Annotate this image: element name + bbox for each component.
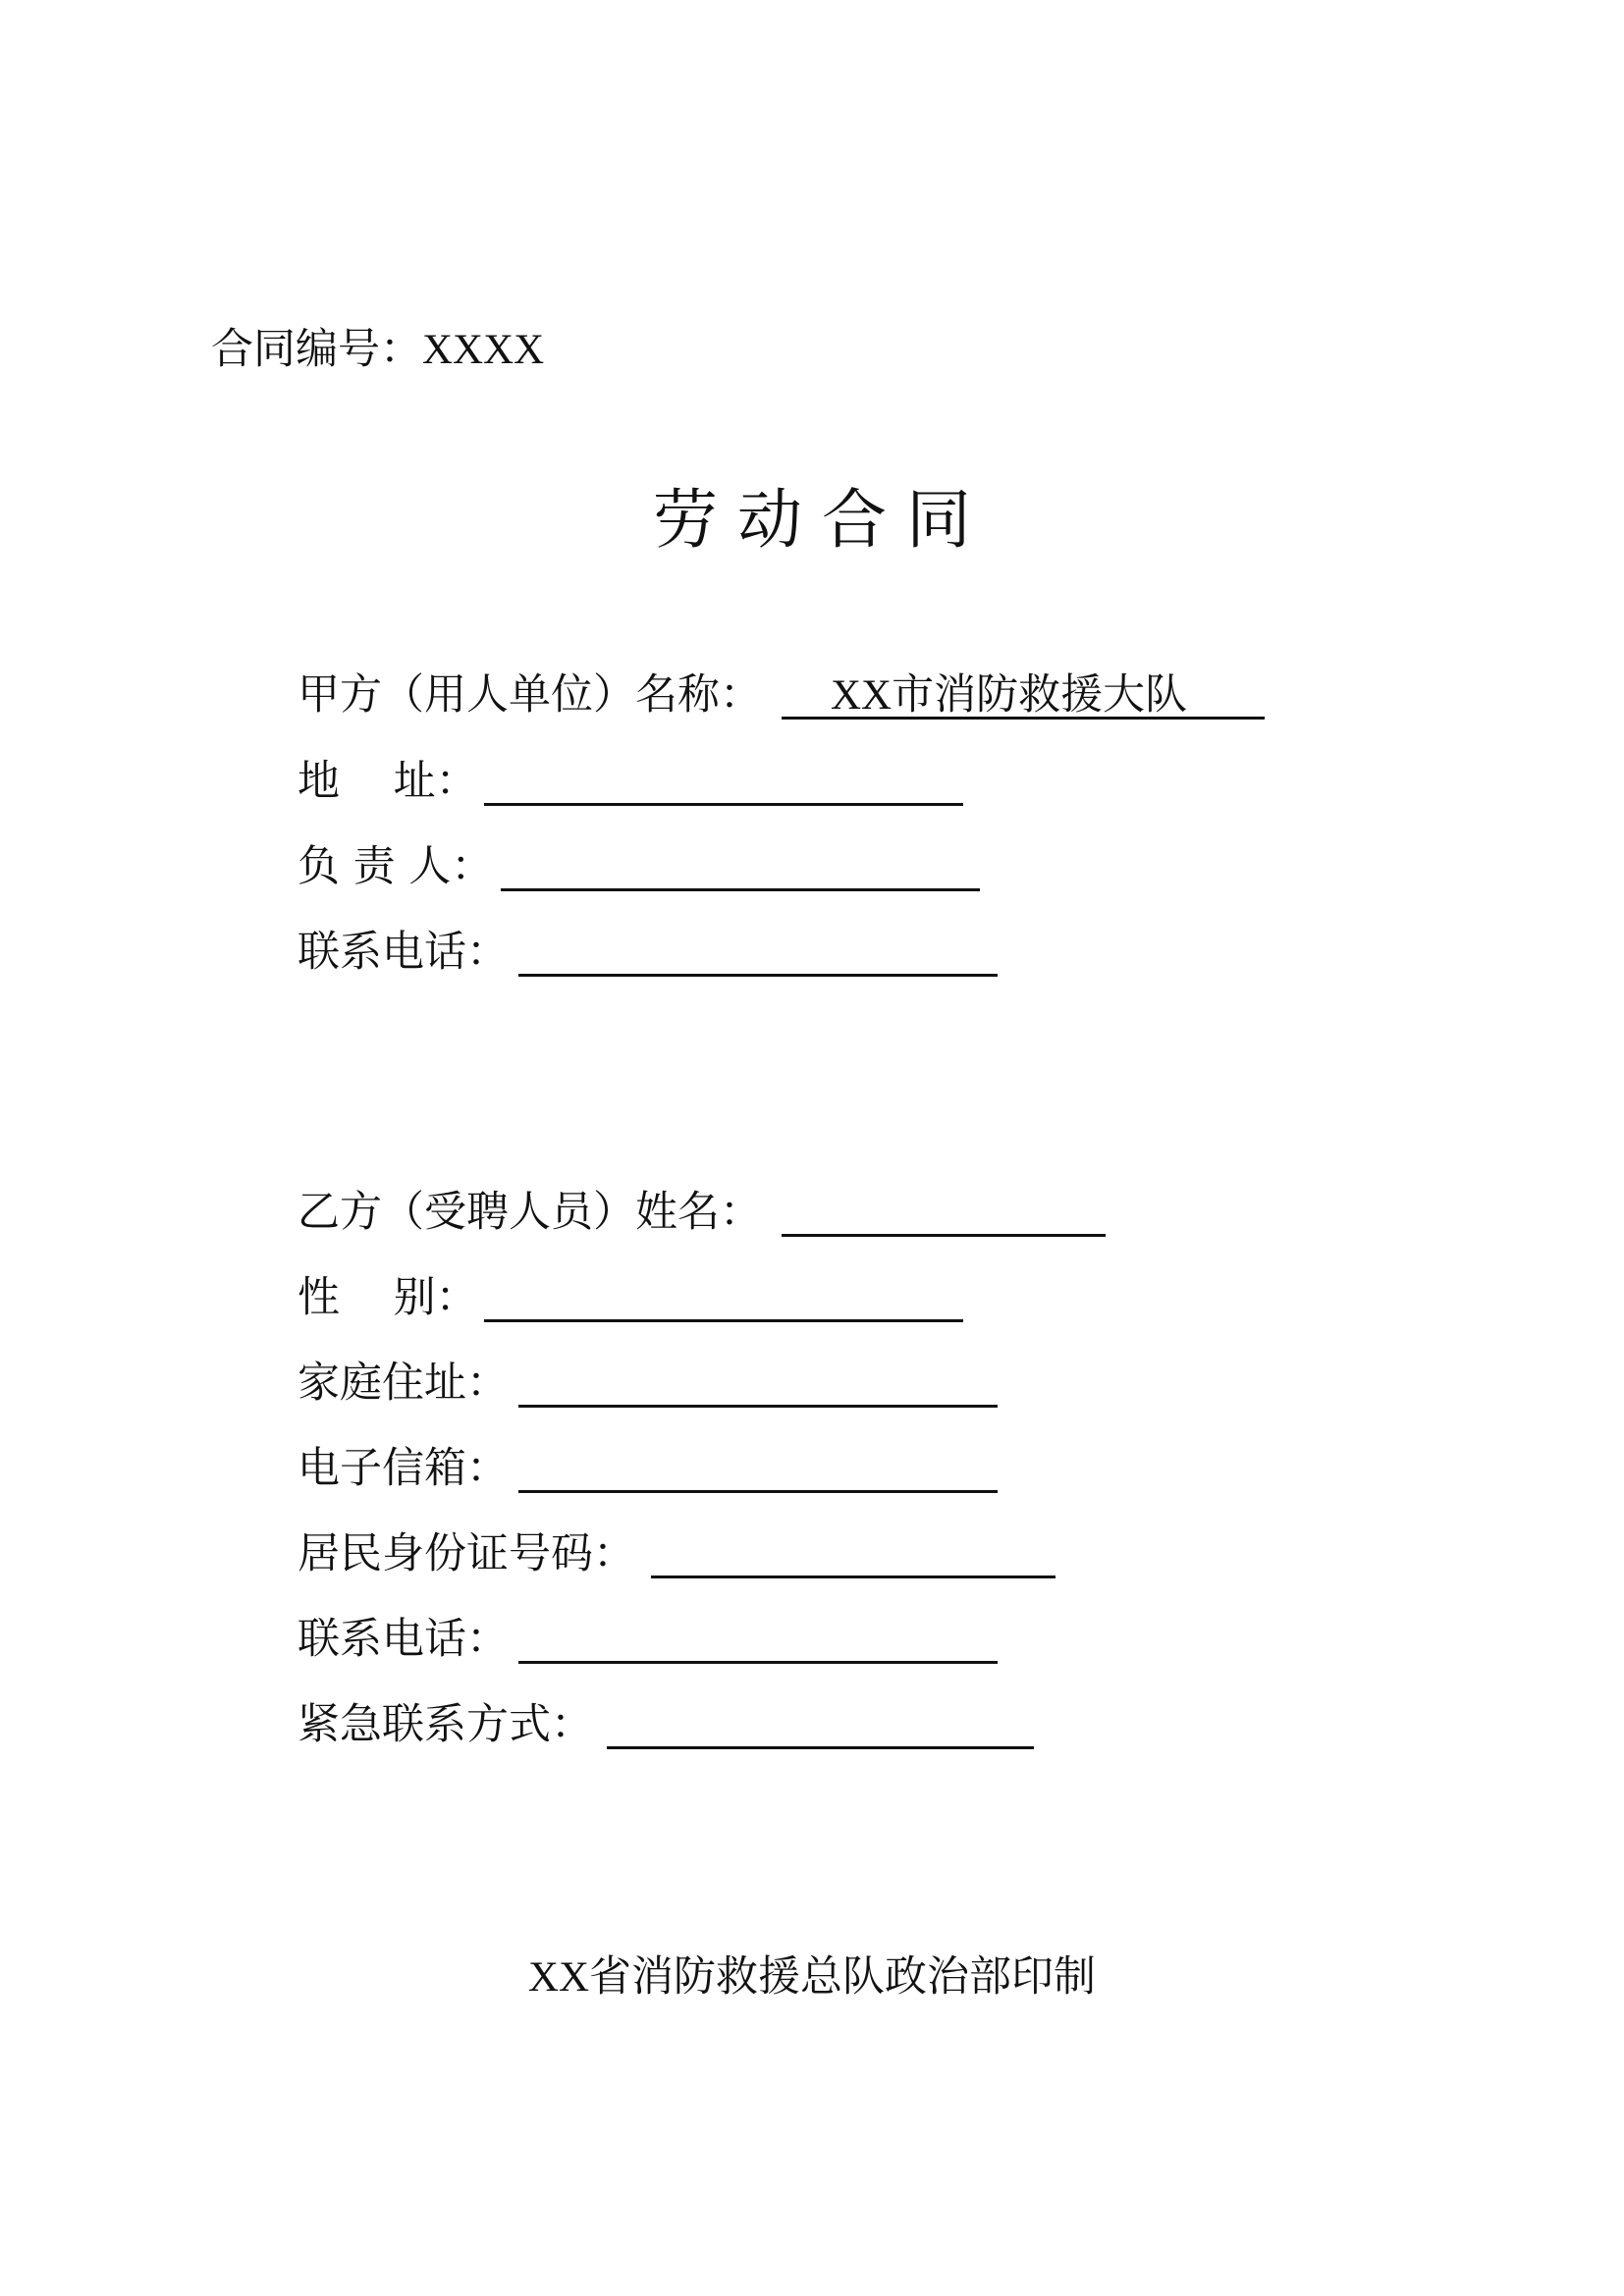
party-a-name-row <box>298 666 1279 724</box>
party-b-name-label: 乙方（受聘人员）姓名： <box>298 1188 762 1237</box>
party-b-phone-row <box>298 1610 1279 1669</box>
party-a-address-row <box>298 752 1279 811</box>
party-a-responsible-underline <box>501 888 980 891</box>
party-a-phone-row <box>298 923 1279 982</box>
party-b-emergency-contact-underline <box>607 1746 1034 1749</box>
party-a-phone-label: 联系电话： <box>298 928 509 977</box>
party-b-phone-underline <box>518 1661 998 1664</box>
party-a-phone-underline <box>518 974 998 977</box>
contract-number <box>211 320 544 380</box>
party-a-address-underline <box>484 803 963 806</box>
issuer-name: 省消防救援总队政治部印制 <box>589 1952 1097 2002</box>
party-a-name-underline <box>782 717 1265 720</box>
party-b-phone-label: 联系电话： <box>298 1615 509 1664</box>
party-a-address-label: 地 址： <box>298 757 478 806</box>
party-a-name-label: 甲方（用人单位）名称： <box>298 670 762 720</box>
party-b-email-label: 电子信箱： <box>298 1444 509 1493</box>
issuer-prefix: XX <box>527 1954 590 2001</box>
party-a-name-value[interactable]: XX市消防救援大队 <box>831 670 1188 720</box>
party-b-name-underline <box>782 1234 1106 1237</box>
party-b-gender-label: 性 别： <box>298 1273 478 1322</box>
party-b-gender-underline <box>484 1319 963 1322</box>
party-b-gender-row <box>298 1268 1279 1327</box>
party-b-home-address-label: 家庭住址： <box>298 1359 509 1408</box>
party-b-email-underline <box>518 1490 998 1493</box>
party-b-id-number-row <box>298 1524 1279 1583</box>
party-b-email-row <box>298 1439 1279 1498</box>
party-b-emergency-contact-label: 紧急联系方式： <box>298 1700 593 1749</box>
issuer-footer <box>0 1948 1624 2007</box>
party-b-id-number-underline <box>651 1575 1056 1578</box>
contract-number-label: 合同编号： <box>211 325 422 374</box>
party-b-name-row <box>298 1183 1279 1242</box>
party-b-emergency-contact-row <box>298 1695 1279 1754</box>
party-b-home-address-underline <box>518 1405 998 1408</box>
party-b-id-number-label: 居民身份证号码： <box>298 1529 635 1578</box>
party-a-responsible-label: 负 责 人： <box>298 842 494 891</box>
contract-number-value: XXXX <box>422 327 545 373</box>
party-b-home-address-row <box>298 1354 1279 1413</box>
page-title: 劳动合同 <box>653 482 991 558</box>
party-a-responsible-row <box>298 837 1279 896</box>
